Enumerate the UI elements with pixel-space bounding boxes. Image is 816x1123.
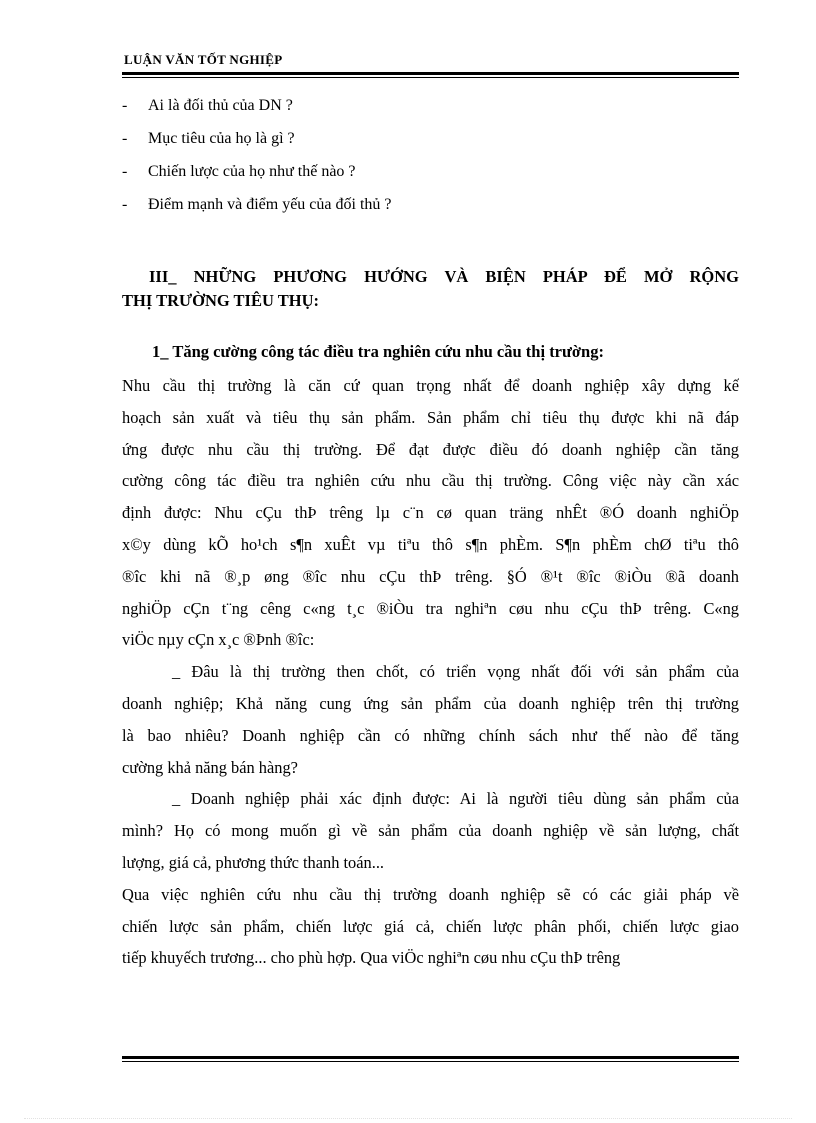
list-item [122, 193, 739, 226]
text-line: chiến lược sản phẩm, chiến lược giá cả, chiến lược phân phối, chiến lược giao [122, 916, 739, 936]
section-heading-line-1: III_ NHỮNG PHƯƠNG HƯỚNG VÀ BIỆN PHÁP ĐỂ MỞ RỘNG [149, 267, 739, 286]
header-title: LUẬN VĂN TỐT NGHIỆP [124, 52, 283, 67]
text-line: ứng được nhu cầu thị trường. Để đạt được điều đó doanh nghiệp cần tăng [122, 439, 739, 459]
bullet-dash: - [122, 163, 128, 180]
footer-rule-thin [122, 1061, 739, 1062]
bullet-text: Điểm mạnh và điểm yếu của đối thủ ? [148, 196, 392, 213]
text-line: viÖc nµy cÇn x¸c ®Þnh ®îc: [122, 630, 315, 650]
list-item [122, 127, 739, 160]
bullet-text: Ai là đối thủ của DN ? [148, 97, 293, 114]
subsection-heading: 1_ Tăng cường công tác điều tra nghiên cứu nhu cầu thị trường: [152, 342, 604, 361]
bullet-list [122, 94, 739, 226]
bullet-text: Chiến lược của họ như thế nào ? [148, 163, 356, 180]
footer-rule [122, 1056, 739, 1059]
text-line: định được: Nhu cÇu thÞ trêng lµ c¨n cø quan träng nhÊt ®Ó doanh nghiÖp [122, 503, 739, 523]
text-line: Qua việc nghiên cứu nhu cầu thị trường doanh nghiệp sẽ có các giải pháp về [122, 884, 739, 904]
text-line: _ Doanh nghiệp phải xác định được: Ai là người tiêu dùng sản phẩm của [172, 789, 739, 809]
header-rule [122, 72, 739, 75]
list-item [122, 94, 739, 127]
section-heading-line-2: THỊ TRƯỜNG TIÊU THỤ: [122, 291, 319, 310]
page-edge [24, 1118, 792, 1119]
text-line: ®îc khi nã ®¸p øng ®îc nhu cÇu thÞ trêng. §Ó ®¹t ®îc ®iÒu ®ã doanh [122, 566, 739, 586]
bullet-dash: - [122, 130, 128, 147]
text-line: là bao nhiêu? Doanh nghiệp cần có những chính sách như thế nào để tăng [122, 725, 739, 745]
bullet-dash: - [122, 196, 128, 213]
text-line: lượng, giá cả, phương thức thanh toán... [122, 852, 385, 872]
section-heading [122, 265, 739, 313]
bullet-dash: - [122, 97, 128, 114]
text-line: mình? Họ có mong muốn gì về sản phẩm của doanh nghiệp về sản lượng, chất [122, 821, 739, 841]
text-line: cường công tác điều tra nghiên cứu nhu cầu thị trường. Công việc này cần xác [122, 471, 739, 491]
body-text [122, 370, 739, 974]
text-line: hoạch sản xuất và tiêu thụ sản phẩm. Sản phẩm chỉ tiêu thụ được khi nã đáp [122, 407, 739, 427]
text-line: nghiÖp cÇn t¨ng cêng c«ng t¸c ®iÒu tra nghiªn cøu nhu cÇu thÞ trêng. C«ng [122, 598, 739, 618]
text-line: x©y dùng kÕ ho¹ch s¶n xuÊt vµ tiªu thô s¶n phÈm. S¶n phÈm chØ tiªu thô [122, 534, 739, 554]
bullet-text: Mục tiêu của họ là gì ? [148, 130, 295, 147]
text-line: tiếp khuyếch trương... cho phù hợp. Qua viÖc nghiªn cøu nhu cÇu thÞ trêng [122, 948, 621, 968]
text-line: doanh nghiệp; Khả năng cung ứng sản phẩm của doanh nghiệp trên thị trường [122, 693, 739, 713]
text-line: Nhu cầu thị trường là căn cứ quan trọng nhất để doanh nghiệp xây dựng kế [122, 376, 739, 395]
text-line: cường khả năng bán hàng? [122, 757, 298, 777]
header-rule-thin [122, 77, 739, 78]
text-line: _ Đâu là thị trường then chốt, có triển vọng nhất đối với sản phẩm của [172, 662, 739, 682]
list-item [122, 160, 739, 193]
